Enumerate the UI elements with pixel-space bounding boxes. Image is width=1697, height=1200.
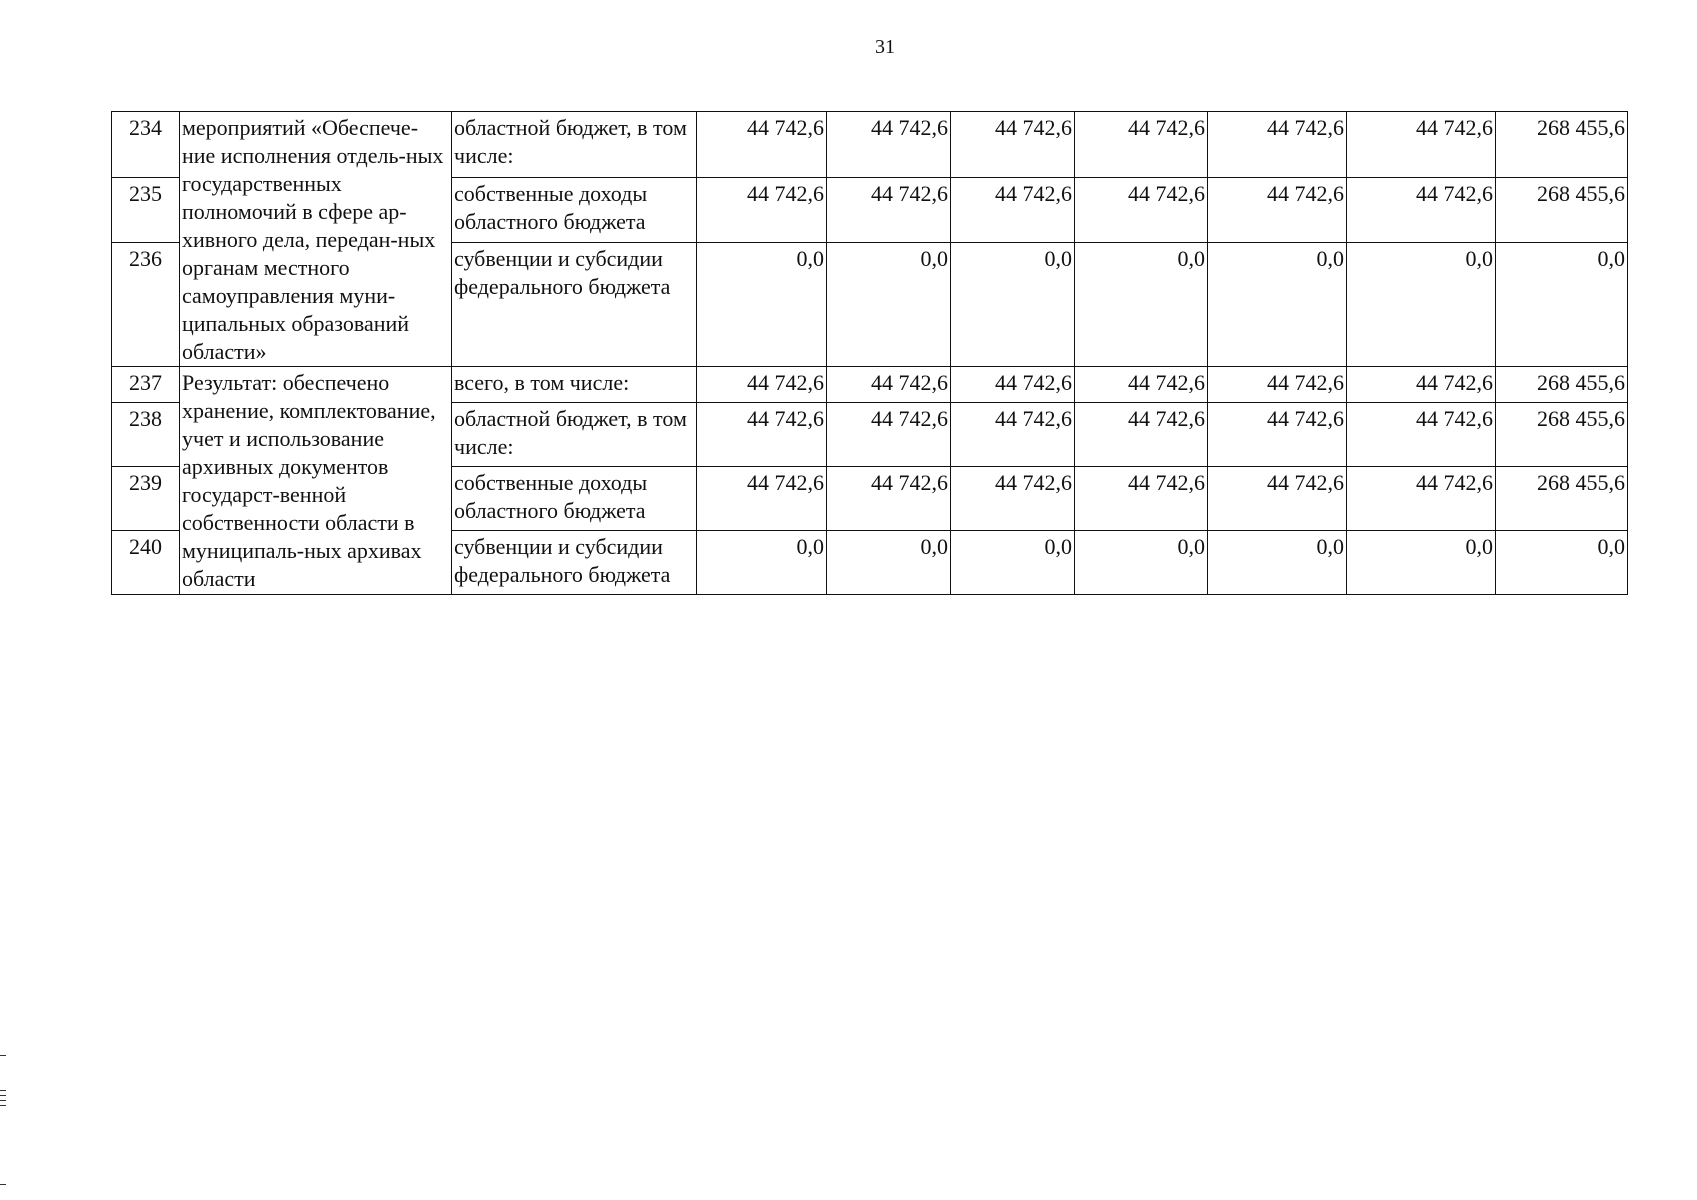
page-number: 31	[875, 36, 895, 58]
row-number: 237	[112, 367, 180, 403]
value-cell: 44 742,6	[827, 403, 951, 467]
value-cell: 0,0	[1075, 243, 1208, 367]
value-cell: 44 742,6	[1347, 367, 1496, 403]
value-cell: 0,0	[951, 243, 1075, 367]
funding-source: собственные доходы областного бюджета	[452, 467, 697, 531]
total-cell: 268 455,6	[1496, 467, 1628, 531]
value-cell: 44 742,6	[1075, 403, 1208, 467]
total-cell: 268 455,6	[1496, 112, 1628, 178]
value-cell: 44 742,6	[827, 367, 951, 403]
measure-description-text: мероприятий «Обеспече-ние исполнения отдель-ных государственных полномочий в сфере ар-хивного дела, передан-ных органам местного самоуправления муни-ципальных образований области»	[182, 115, 444, 364]
budget-table	[111, 111, 1628, 595]
value-cell: 44 742,6	[697, 403, 827, 467]
value-cell: 44 742,6	[1075, 467, 1208, 531]
funding-source: всего, в том числе:	[452, 367, 697, 403]
result-description-text: Результат: обеспечено хранение, комплектование, учет и использование архивных документов государст-венной собственности области в муниципаль-ных архивах области	[182, 370, 436, 591]
total-cell: 0,0	[1496, 243, 1628, 367]
total-cell: 268 455,6	[1496, 367, 1628, 403]
value-cell: 44 742,6	[1075, 112, 1208, 178]
funding-source: субвенции и субсидии федерального бюджета	[452, 243, 697, 367]
row-number: 239	[112, 467, 180, 531]
value-cell: 44 742,6	[1208, 112, 1347, 178]
row-number: 235	[112, 177, 180, 243]
value-cell: 44 742,6	[1208, 177, 1347, 243]
value-cell: 0,0	[1347, 243, 1496, 367]
value-cell: 44 742,6	[697, 177, 827, 243]
value-cell: 44 742,6	[951, 467, 1075, 531]
funding-source: областной бюджет, в том числе:	[452, 112, 697, 178]
value-cell: 44 742,6	[1347, 112, 1496, 178]
value-cell: 0,0	[1347, 531, 1496, 595]
value-cell: 44 742,6	[1347, 467, 1496, 531]
value-cell: 44 742,6	[1208, 403, 1347, 467]
value-cell: 0,0	[1208, 243, 1347, 367]
value-cell: 0,0	[1208, 531, 1347, 595]
value-cell: 44 742,6	[951, 367, 1075, 403]
value-cell: 44 742,6	[827, 467, 951, 531]
result-description	[180, 367, 452, 595]
value-cell: 0,0	[827, 243, 951, 367]
value-cell: 44 742,6	[1208, 467, 1347, 531]
total-cell: 268 455,6	[1496, 177, 1628, 243]
row-number: 236	[112, 243, 180, 367]
value-cell: 44 742,6	[1347, 403, 1496, 467]
measure-description	[180, 112, 452, 367]
row-number: 234	[112, 112, 180, 178]
value-cell: 44 742,6	[827, 177, 951, 243]
scan-edge-marks	[0, 1055, 8, 1185]
table-row	[112, 112, 1628, 178]
value-cell: 44 742,6	[697, 112, 827, 178]
value-cell: 0,0	[1075, 531, 1208, 595]
total-cell: 0,0	[1496, 531, 1628, 595]
row-number: 240	[112, 531, 180, 595]
value-cell: 44 742,6	[1075, 367, 1208, 403]
value-cell: 0,0	[827, 531, 951, 595]
value-cell: 44 742,6	[1347, 177, 1496, 243]
value-cell: 0,0	[697, 243, 827, 367]
value-cell: 44 742,6	[827, 112, 951, 178]
table-row	[112, 367, 1628, 403]
value-cell: 44 742,6	[951, 112, 1075, 178]
funding-source: областной бюджет, в том числе:	[452, 403, 697, 467]
funding-source: собственные доходы областного бюджета	[452, 177, 697, 243]
value-cell: 44 742,6	[951, 403, 1075, 467]
value-cell: 44 742,6	[1208, 367, 1347, 403]
funding-source: субвенции и субсидии федерального бюджета	[452, 531, 697, 595]
value-cell: 44 742,6	[697, 467, 827, 531]
value-cell: 44 742,6	[697, 367, 827, 403]
value-cell: 0,0	[697, 531, 827, 595]
row-number: 238	[112, 403, 180, 467]
value-cell: 44 742,6	[1075, 177, 1208, 243]
value-cell: 0,0	[951, 531, 1075, 595]
value-cell: 44 742,6	[951, 177, 1075, 243]
total-cell: 268 455,6	[1496, 403, 1628, 467]
